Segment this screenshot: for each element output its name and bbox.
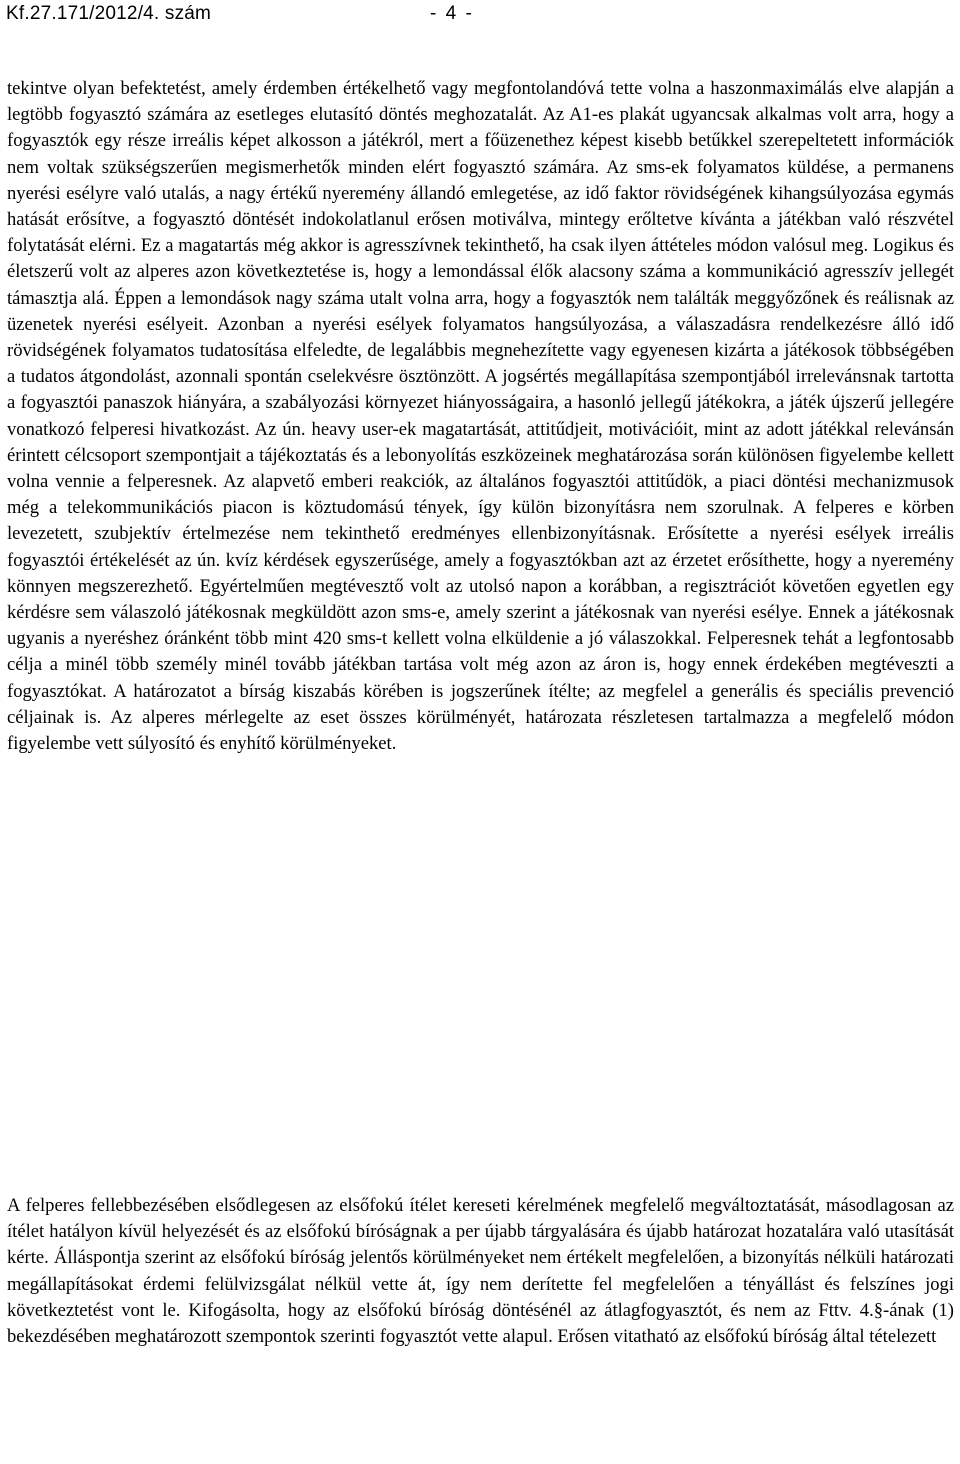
document-id: Kf.27.171/2012/4. szám (6, 3, 212, 24)
page-header (0, 0, 960, 28)
page-number: - 4 - (430, 3, 474, 24)
body-paragraph: A felperes fellebbezésében elsődlegesen az elsőfokú ítélet kereseti kérelmének megfelelő megváltoztatását, másodlagosan az ítélet hatályon kívül helyezését és az elsőfokú bíróságnak a per újabb tárgyalására és újabb határozat hozatalára való utasítását kérte. Álláspontja szerint az elsőfokú bíróság jelentős körülményeket nem értékelt megfelelően, a bizonyítás nélküli határozati megállapításokat érdemi felülvizsgálat nélkül vette át, így nem derítette fel megfelelően a tényállást és felszínes jogi következtetést vont le. Kifogásolta, hogy az elsőfokú bíróság döntésénél az átlagfogyasztót, és nem az Fttv. 4.§-ának (1) bekezdésében meghatározott szempontok szerinti fogyasztót vette alapul. Erősen vitatható az elsőfokú bíróság által tételezett (7, 1195, 954, 1348)
body-paragraph: tekintve olyan befektetést, amely érdemben értékelhető vagy megfontolandóvá tette volna a haszonmaximálás elve alapján a legtöbb fogyasztó számára az esetleges elutasító döntés meghozatalát. Az A1-es plakát ugyancsak alkalmas volt arra, hogy a fogyasztók egy része irreális képet alkosson a játékról, mert a főüzenethez képest kisebb betűkkel szerepeltetett információk nem voltak szükségszerűen megismerhetők minden elért fogyasztó számára. Az sms-ek folyamatos küldése, a permanens nyerési esélyre való utalás, a nagy értékű nyeremény állandó emlegetése, az idő faktor rövidségének kihangsúlyozása egymás hatását erősítve, a fogyasztó döntését indokolatlanul erősen motiválva, mintegy erőltetve kívánta a játékban való részvétel folytatását elérni. Ez a magatartás még akkor is agresszívnek tekinthető, ha csak ilyen áttételes módon valósul meg. Logikus és életszerű volt az alperes azon következtetése is, hogy a lemondással élők alacsony száma a kommunikáció agresszív jellegét támasztja alá. Éppen a lemondások nagy száma utalt volna arra, hogy a fogyasztók nem találták meggyőzőnek és reálisnak az üzenetek nyerési esélyeit. Azonban a nyerési esélyek folyamatos hangsúlyozása, a válaszadásra rendelkezésre álló idő rövidségének folyamatos tudatosítása elfeledte, de legalábbis megnehezítette vagy egyenesen kizárta a játékosok többségében a tudatos átgondolást, azonnali spontán cselekvésre ösztönzött. A jogsértés megállapítása szempontjából irrelevánsnak tartotta a fogyasztói panaszok hiányára, a szabályozási környezet hiányosságaira, a hasonló jellegű játékokra, a játék újszerű jellegére vonatkozó felperesi hivatkozást. Az ún. heavy user-ek magatartását, attitűdjeit, motivációit, mint az adott játékkal relevánsán érintett célcsoport szempontjait a tájékoztatás és a lebonyolítás eszközeinek meghatározása során különösen figyelembe kellett volna vennie a felperesnek. Az alapvető emberi reakciók, az általános fogyasztói attitűdök, a piaci döntési mechanizmusok még a telekommunikációs piacon is köztudomású tények, így külön bizonyításra nem szorulnak. A felperes e körben levezetett, szubjektív értelmezése nem tekinthető eredményes ellenbizonyításnak. Erősítette a nyerési esélyek irreális fogyasztói értékelését az ún. kvíz kérdések egyszerűsége, amely a fogyasztókban azt az érzetet erősíthette, hogy a nyeremény könnyen megszerezhető. Egyértelműen megtévesztő volt az utolsó napon a korábban, a regisztrációt követően egyetlen egy kérdésre sem válaszoló játékosnak megküldött azon sms-e, amely szerint a játékosnak van nyerési esélye. Ennek a játékosnak ugyanis a nyeréshez óránként több mint 420 sms-t kellett volna elküldenie a jó válaszokkal. Felperesnek tehát a legfontosabb célja a minél több személy minél tovább játékban tartása volt még azon az áron is, hogy ennek érdekében megtéveszti a fogyasztókat. A határozatot a bírság kiszabás körében is jogszerűnek ítélte; az megfelel a generális és speciális prevenció céljainak is. Az alperes mérlegelte az eset összes körülményét, határozata részletesen tartalmazza a megfelelő módon figyelembe vett súlyosító és enyhítő körülményeket. (7, 78, 954, 755)
